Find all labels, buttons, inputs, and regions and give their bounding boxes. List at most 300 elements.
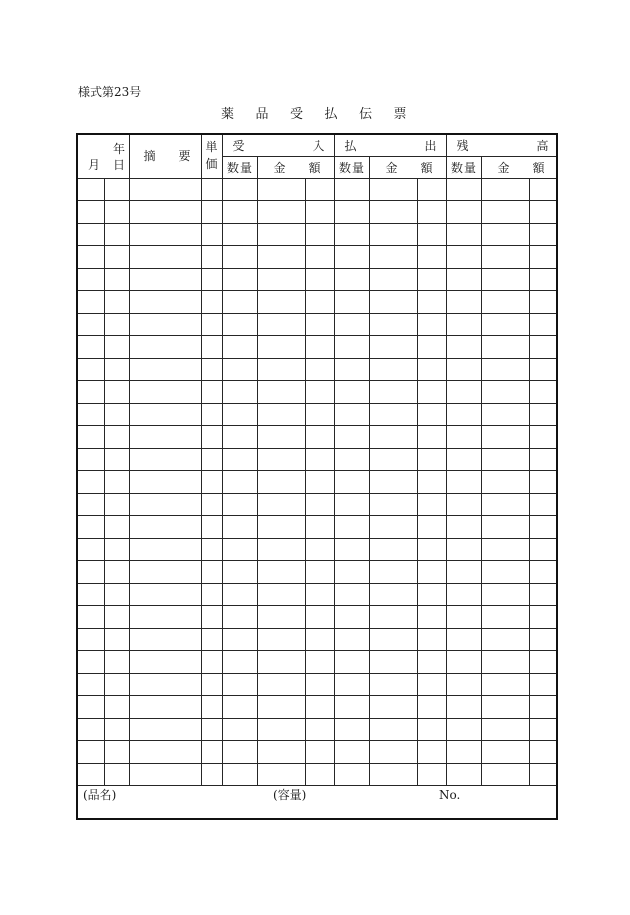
cell-receipt-quantity <box>222 246 257 269</box>
cell-receipt-quantity <box>222 606 257 629</box>
cell-receipt-amount <box>257 763 305 786</box>
cell-payment-amount <box>369 583 417 606</box>
cell-balance-amount <box>481 336 529 359</box>
balance-amount-header <box>481 156 568 178</box>
cell-balance-amount <box>481 448 529 471</box>
cell-month <box>77 178 104 201</box>
cell-receipt-amount <box>257 471 305 494</box>
cell-balance-amount-sub <box>529 268 557 291</box>
cell-balance-quantity <box>446 448 481 471</box>
cell-balance-amount-sub <box>529 313 557 336</box>
cell-payment-amount <box>369 718 417 741</box>
table-row <box>77 741 557 764</box>
cell-payment-amount-sub <box>417 358 446 381</box>
payments-amount-header <box>369 156 456 178</box>
cell-day <box>104 201 129 224</box>
cell-balance-quantity <box>446 381 481 404</box>
cell-balance-quantity <box>446 718 481 741</box>
cell-receipt-quantity <box>222 628 257 651</box>
payments-amount-label: 金額 <box>385 160 456 175</box>
payments-quantity-header <box>334 156 369 178</box>
cell-payment-amount-sub <box>417 673 446 696</box>
cell-receipt-amount <box>257 606 305 629</box>
cell-unit-price <box>201 471 222 494</box>
cell-unit-price <box>201 246 222 269</box>
receipts-quantity-header <box>222 156 257 178</box>
cell-summary <box>129 381 201 404</box>
cell-month <box>77 741 104 764</box>
cell-balance-quantity <box>446 561 481 584</box>
cell-receipt-amount <box>257 448 305 471</box>
table-row <box>77 516 557 539</box>
cell-payment-quantity <box>334 223 369 246</box>
cell-summary <box>129 313 201 336</box>
cell-month <box>77 516 104 539</box>
cell-receipt-amount-sub <box>305 628 334 651</box>
cell-balance-amount-sub <box>529 403 557 426</box>
cell-balance-amount <box>481 313 529 336</box>
cell-payment-amount <box>369 448 417 471</box>
cell-summary <box>129 426 201 449</box>
cell-receipt-amount-sub <box>305 223 334 246</box>
cell-balance-amount-sub <box>529 426 557 449</box>
slip-table <box>76 133 617 820</box>
cell-payment-amount-sub <box>417 403 446 426</box>
cell-balance-amount <box>481 268 529 291</box>
cell-unit-price <box>201 426 222 449</box>
cell-balance-amount-sub <box>529 493 557 516</box>
table-row <box>77 178 557 201</box>
cell-balance-amount <box>481 493 529 516</box>
table-row <box>77 381 557 404</box>
table-row <box>77 313 557 336</box>
payments-quantity-label: 数量 <box>339 160 366 175</box>
cell-unit-price <box>201 178 222 201</box>
cell-month <box>77 313 104 336</box>
cell-day <box>104 606 129 629</box>
cell-payment-quantity <box>334 448 369 471</box>
cell-month <box>77 673 104 696</box>
cell-balance-quantity <box>446 763 481 786</box>
cell-balance-quantity <box>446 246 481 269</box>
cell-balance-quantity <box>446 313 481 336</box>
cell-receipt-amount-sub <box>305 538 334 561</box>
cell-balance-quantity <box>446 426 481 449</box>
cell-balance-amount-sub <box>529 763 557 786</box>
cell-balance-quantity <box>446 651 481 674</box>
cell-receipt-amount <box>257 696 305 719</box>
number-label: No. <box>439 788 461 802</box>
cell-receipt-amount <box>257 493 305 516</box>
cell-unit-price <box>201 651 222 674</box>
cell-payment-amount-sub <box>417 628 446 651</box>
cell-summary <box>129 201 201 224</box>
cell-receipt-quantity <box>222 313 257 336</box>
cell-month <box>77 561 104 584</box>
cell-day <box>104 516 129 539</box>
cell-receipt-quantity <box>222 381 257 404</box>
cell-payment-amount <box>369 741 417 764</box>
cell-payment-amount <box>369 178 417 201</box>
cell-balance-quantity <box>446 606 481 629</box>
cell-summary <box>129 561 201 584</box>
cell-receipt-amount <box>257 673 305 696</box>
cell-balance-amount-sub <box>529 223 557 246</box>
cell-month <box>77 538 104 561</box>
cell-payment-quantity <box>334 336 369 359</box>
cell-balance-amount <box>481 246 529 269</box>
cell-receipt-amount-sub <box>305 561 334 584</box>
cell-receipt-amount-sub <box>305 313 334 336</box>
cell-payment-amount <box>369 336 417 359</box>
cell-receipt-quantity <box>222 403 257 426</box>
cell-day <box>104 493 129 516</box>
cell-unit-price <box>201 741 222 764</box>
cell-payment-quantity <box>334 291 369 314</box>
cell-summary <box>129 651 201 674</box>
cell-receipt-amount <box>257 381 305 404</box>
cell-balance-amount-sub <box>529 628 557 651</box>
cell-day <box>104 696 129 719</box>
cell-balance-amount <box>481 223 529 246</box>
cell-summary <box>129 628 201 651</box>
cell-unit-price <box>201 718 222 741</box>
table-row <box>77 358 557 381</box>
cell-payment-amount <box>369 561 417 584</box>
cell-summary <box>129 583 201 606</box>
cell-balance-amount-sub <box>529 471 557 494</box>
cell-receipt-amount <box>257 718 305 741</box>
cell-summary <box>129 763 201 786</box>
cell-month <box>77 246 104 269</box>
cell-summary <box>129 291 201 314</box>
cell-receipt-amount-sub <box>305 268 334 291</box>
cell-receipt-amount-sub <box>305 516 334 539</box>
date-header <box>77 134 129 178</box>
cell-day <box>104 426 129 449</box>
cell-payment-amount <box>369 291 417 314</box>
cell-balance-quantity <box>446 223 481 246</box>
cell-payment-quantity <box>334 516 369 539</box>
table-row <box>77 583 557 606</box>
cell-balance-amount-sub <box>529 336 557 359</box>
cell-balance-amount <box>481 561 529 584</box>
cell-receipt-amount <box>257 178 305 201</box>
cell-payment-amount-sub <box>417 561 446 584</box>
table-row <box>77 651 557 674</box>
cell-month <box>77 403 104 426</box>
cell-payment-quantity <box>334 403 369 426</box>
cell-balance-amount-sub <box>529 673 557 696</box>
cell-payment-amount <box>369 268 417 291</box>
cell-balance-quantity <box>446 201 481 224</box>
cell-day <box>104 336 129 359</box>
cell-balance-amount <box>481 628 529 651</box>
cell-payment-quantity <box>334 268 369 291</box>
table-row <box>77 673 557 696</box>
payments-header <box>334 134 505 156</box>
cell-payment-quantity <box>334 763 369 786</box>
volume-label: (容量) <box>273 788 307 802</box>
cell-payment-amount-sub <box>417 313 446 336</box>
cell-balance-amount-sub <box>529 516 557 539</box>
cell-summary <box>129 696 201 719</box>
cell-summary <box>129 403 201 426</box>
cell-payment-amount <box>369 403 417 426</box>
cell-balance-amount-sub <box>529 718 557 741</box>
payments-label: 払出 <box>344 139 505 154</box>
cell-balance-quantity <box>446 741 481 764</box>
cell-day <box>104 448 129 471</box>
cell-payment-amount <box>369 313 417 336</box>
cell-summary <box>129 358 201 381</box>
receipts-label: 受入 <box>232 139 393 154</box>
cell-day <box>104 291 129 314</box>
cell-payment-quantity <box>334 673 369 696</box>
cell-receipt-quantity <box>222 268 257 291</box>
cell-receipt-amount <box>257 538 305 561</box>
cell-payment-amount-sub <box>417 201 446 224</box>
cell-balance-amount-sub <box>529 696 557 719</box>
cell-receipt-amount-sub <box>305 696 334 719</box>
cell-payment-amount <box>369 673 417 696</box>
cell-balance-quantity <box>446 493 481 516</box>
cell-balance-amount <box>481 178 529 201</box>
cell-payment-amount <box>369 538 417 561</box>
cell-balance-quantity <box>446 358 481 381</box>
cell-summary <box>129 673 201 696</box>
cell-payment-amount <box>369 606 417 629</box>
cell-balance-quantity <box>446 403 481 426</box>
cell-balance-amount-sub <box>529 538 557 561</box>
cell-summary <box>129 336 201 359</box>
summary-header-label: 摘要 <box>143 149 214 164</box>
cell-receipt-quantity <box>222 583 257 606</box>
cell-unit-price <box>201 336 222 359</box>
cell-unit-price <box>201 313 222 336</box>
cell-receipt-quantity <box>222 696 257 719</box>
cell-balance-amount-sub <box>529 651 557 674</box>
cell-payment-amount-sub <box>417 448 446 471</box>
form-title: 薬品受払伝票 <box>221 107 429 122</box>
cell-day <box>104 403 129 426</box>
cell-payment-amount <box>369 471 417 494</box>
cell-payment-amount-sub <box>417 471 446 494</box>
cell-payment-quantity <box>334 358 369 381</box>
table-row <box>77 223 557 246</box>
cell-unit-price <box>201 448 222 471</box>
cell-payment-quantity <box>334 426 369 449</box>
cell-day <box>104 246 129 269</box>
cell-month <box>77 718 104 741</box>
cell-unit-price <box>201 673 222 696</box>
cell-balance-amount <box>481 381 529 404</box>
footer-cell <box>77 786 557 819</box>
table-row <box>77 201 557 224</box>
cell-receipt-amount <box>257 516 305 539</box>
receipts-quantity-label: 数量 <box>226 160 253 175</box>
cell-receipt-amount-sub <box>305 651 334 674</box>
cell-receipt-amount-sub <box>305 381 334 404</box>
cell-receipt-quantity <box>222 291 257 314</box>
cell-receipt-amount <box>257 628 305 651</box>
table-row <box>77 606 557 629</box>
cell-payment-amount-sub <box>417 426 446 449</box>
cell-balance-amount <box>481 426 529 449</box>
cell-receipt-amount <box>257 268 305 291</box>
cell-balance-amount <box>481 291 529 314</box>
cell-summary <box>129 741 201 764</box>
cell-day <box>104 223 129 246</box>
cell-balance-amount <box>481 358 529 381</box>
cell-payment-quantity <box>334 493 369 516</box>
table-row <box>77 718 557 741</box>
cell-receipt-quantity <box>222 178 257 201</box>
cell-payment-quantity <box>334 381 369 404</box>
cell-balance-amount-sub <box>529 741 557 764</box>
table-row <box>77 268 557 291</box>
cell-unit-price <box>201 628 222 651</box>
cell-payment-amount <box>369 628 417 651</box>
cell-receipt-quantity <box>222 223 257 246</box>
cell-payment-amount-sub <box>417 583 446 606</box>
cell-payment-amount <box>369 426 417 449</box>
cell-receipt-amount-sub <box>305 291 334 314</box>
cell-balance-amount-sub <box>529 201 557 224</box>
cell-unit-price <box>201 696 222 719</box>
cell-payment-quantity <box>334 651 369 674</box>
balance-amount-label: 金額 <box>497 160 568 175</box>
cell-day <box>104 718 129 741</box>
cell-balance-quantity <box>446 471 481 494</box>
cell-summary <box>129 516 201 539</box>
cell-receipt-amount-sub <box>305 336 334 359</box>
table-row <box>77 561 557 584</box>
cell-unit-price <box>201 201 222 224</box>
cell-payment-quantity <box>334 606 369 629</box>
cell-balance-quantity <box>446 516 481 539</box>
cell-receipt-amount-sub <box>305 178 334 201</box>
cell-receipt-amount <box>257 583 305 606</box>
table-row <box>77 336 557 359</box>
cell-receipt-amount-sub <box>305 583 334 606</box>
cell-balance-amount-sub <box>529 448 557 471</box>
cell-balance-quantity <box>446 291 481 314</box>
cell-day <box>104 741 129 764</box>
cell-unit-price <box>201 561 222 584</box>
cell-day <box>104 358 129 381</box>
cell-receipt-quantity <box>222 561 257 584</box>
cell-day <box>104 583 129 606</box>
cell-day <box>104 178 129 201</box>
cell-receipt-quantity <box>222 538 257 561</box>
table-row <box>77 291 557 314</box>
balance-quantity-header <box>446 156 481 178</box>
cell-summary <box>129 538 201 561</box>
cell-receipt-quantity <box>222 763 257 786</box>
cell-receipt-quantity <box>222 741 257 764</box>
cell-balance-amount <box>481 696 529 719</box>
cell-payment-amount-sub <box>417 268 446 291</box>
table-row <box>77 493 557 516</box>
cell-receipt-amount-sub <box>305 403 334 426</box>
cell-payment-amount-sub <box>417 246 446 269</box>
cell-payment-amount <box>369 651 417 674</box>
cell-receipt-amount-sub <box>305 448 334 471</box>
cell-month <box>77 696 104 719</box>
cell-receipt-quantity <box>222 651 257 674</box>
cell-receipt-amount <box>257 291 305 314</box>
cell-balance-amount <box>481 606 529 629</box>
cell-month <box>77 763 104 786</box>
cell-payment-amount <box>369 246 417 269</box>
cell-day <box>104 763 129 786</box>
cell-payment-amount-sub <box>417 223 446 246</box>
cell-summary <box>129 223 201 246</box>
cell-day <box>104 268 129 291</box>
cell-receipt-amount <box>257 561 305 584</box>
balance-header <box>446 134 617 156</box>
cell-receipt-amount <box>257 358 305 381</box>
cell-receipt-quantity <box>222 471 257 494</box>
cell-unit-price <box>201 223 222 246</box>
cell-receipt-amount <box>257 246 305 269</box>
cell-payment-quantity <box>334 178 369 201</box>
cell-balance-amount <box>481 516 529 539</box>
cell-balance-amount <box>481 403 529 426</box>
cell-payment-amount-sub <box>417 741 446 764</box>
cell-receipt-amount-sub <box>305 606 334 629</box>
cell-balance-amount <box>481 201 529 224</box>
balance-label: 残高 <box>456 139 617 154</box>
cell-payment-amount-sub <box>417 763 446 786</box>
cell-balance-quantity <box>446 673 481 696</box>
cell-balance-amount-sub <box>529 291 557 314</box>
cell-month <box>77 471 104 494</box>
cell-payment-quantity <box>334 313 369 336</box>
receipts-amount-header <box>257 156 344 178</box>
balance-quantity-label: 数量 <box>451 160 478 175</box>
cell-receipt-amount-sub <box>305 741 334 764</box>
cell-receipt-amount-sub <box>305 763 334 786</box>
cell-receipt-amount-sub <box>305 201 334 224</box>
cell-month <box>77 493 104 516</box>
cell-unit-price <box>201 291 222 314</box>
cell-receipt-amount-sub <box>305 493 334 516</box>
cell-balance-quantity <box>446 696 481 719</box>
table-row <box>77 471 557 494</box>
cell-day <box>104 651 129 674</box>
cell-receipt-amount <box>257 651 305 674</box>
cell-summary <box>129 448 201 471</box>
cell-payment-amount-sub <box>417 493 446 516</box>
cell-receipt-amount <box>257 403 305 426</box>
cell-payment-amount-sub <box>417 381 446 404</box>
cell-month <box>77 358 104 381</box>
cell-payment-quantity <box>334 741 369 764</box>
cell-month <box>77 628 104 651</box>
cell-payment-quantity <box>334 628 369 651</box>
cell-payment-quantity <box>334 471 369 494</box>
cell-receipt-amount <box>257 223 305 246</box>
cell-receipt-quantity <box>222 336 257 359</box>
cell-payment-amount-sub <box>417 336 446 359</box>
cell-payment-amount-sub <box>417 538 446 561</box>
cell-receipt-amount-sub <box>305 358 334 381</box>
cell-receipt-quantity <box>222 718 257 741</box>
cell-payment-amount-sub <box>417 516 446 539</box>
cell-balance-amount-sub <box>529 561 557 584</box>
